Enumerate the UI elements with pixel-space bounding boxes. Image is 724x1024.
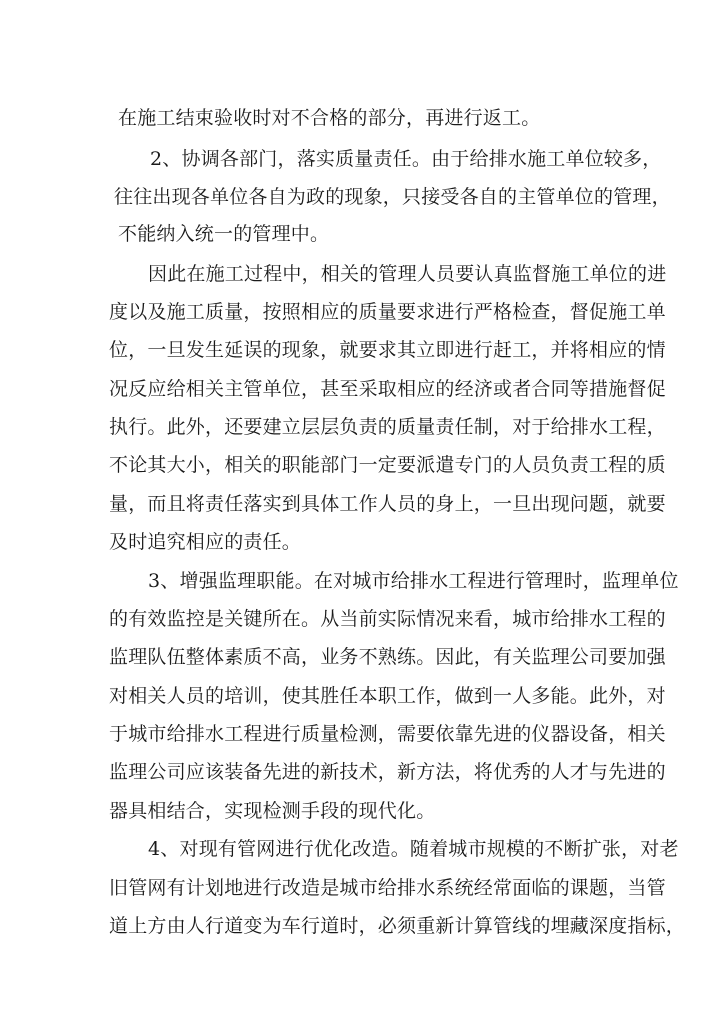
text-line: 监理公司应该装备先进的新技术，新方法，将优秀的人才与先进的 — [109, 761, 666, 783]
text-line: 对相关人员的培训，使其胜任本职工作，做到一人多能。此外，对 — [109, 685, 666, 707]
text-line: 况反应给相关主管单位，甚至采取相应的经济或者合同等措施督促 — [109, 378, 666, 400]
text-line: 3、增强监理职能。在对城市给排水工程进行管理时，监理单位 — [148, 570, 679, 592]
text-line: 4、对现有管网进行优化改造。随着城市规模的不断扩张，对老 — [148, 838, 679, 860]
text-line: 在施工结束验收时对不合格的部分，再进行返工。 — [118, 107, 541, 129]
text-line: 不能纳入统一的管理中。 — [118, 223, 330, 245]
text-line: 不论其大小，相关的职能部门一定要派遣专门的人员负责工程的质 — [109, 454, 666, 476]
text-line: 因此在施工过程中，相关的管理人员要认真监督施工单位的进 — [148, 263, 667, 285]
text-line: 量，而且将责任落实到具体工作人员的身上，一旦出现问题，就要 — [109, 493, 666, 515]
text-line: 2、协调各部门，落实质量责任。由于给排水施工单位较多， — [150, 148, 662, 170]
text-line: 往往出现各单位各自为政的现象，只接受各自的主管单位的管理， — [114, 186, 671, 208]
text-line: 执行。此外，还要建立层层负责的质量责任制，对于给排水工程， — [109, 416, 666, 438]
text-line: 位，一旦发生延误的现象，就要求其立即进行赶工，并将相应的情 — [109, 339, 666, 361]
text-line: 道上方由人行道变为车行道时，必须重新计算管线的埋藏深度指标， — [109, 915, 686, 937]
text-line: 的有效监控是关键所在。从当前实际情况来看，城市给排水工程的 — [109, 608, 666, 630]
text-line: 监理队伍整体素质不高，业务不熟练。因此，有关监理公司要加强 — [109, 646, 666, 668]
text-line: 于城市给排水工程进行质量检测，需要依靠先进的仪器设备，相关 — [109, 723, 666, 745]
text-line: 度以及施工质量，按照相应的质量要求进行严格检查，督促施工单 — [109, 301, 666, 323]
text-line: 器具相结合，实现检测手段的现代化。 — [109, 800, 436, 822]
text-line: 及时追究相应的责任。 — [109, 531, 302, 553]
text-line: 旧管网有计划地进行改造是城市给排水系统经常面临的课题，当管 — [109, 877, 666, 899]
